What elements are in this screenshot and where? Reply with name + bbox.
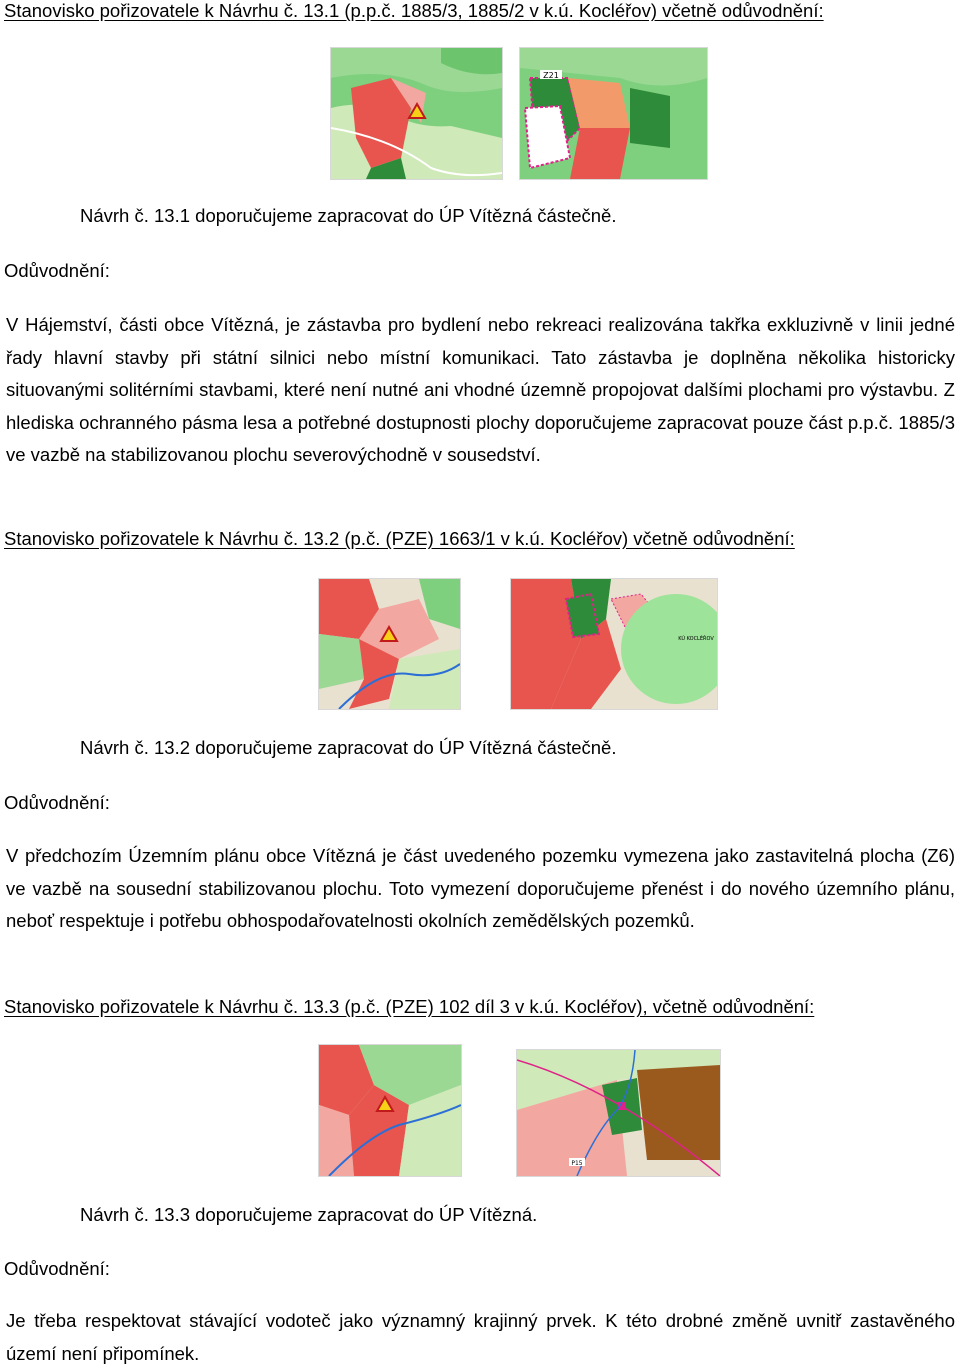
detail-map: [519, 47, 708, 180]
overview-map: [330, 47, 503, 180]
map-label: Z21: [543, 71, 559, 80]
justification-label: Odůvodnění:: [4, 1258, 110, 1279]
overview-map: [318, 578, 461, 710]
section-heading: Stanovisko pořizovatele k Návrhu č. 13.1 (p.p.č. 1885/3, 1885/2 v k.ú. Kocléřov) včetně odůvodnění:: [4, 0, 824, 21]
recommendation: Návrh č. 13.1 doporučujeme zapracovat do ÚP Vítězná částečně.: [80, 205, 617, 226]
justification-label: Odůvodnění:: [4, 792, 110, 813]
map-label: P15: [571, 1160, 583, 1167]
section-heading: Stanovisko pořizovatele k Návrhu č. 13.3 (p.č. (PZE) 102 díl 3 v k.ú. Kocléřov), včetně odůvodnění:: [4, 996, 815, 1017]
overview-map: [318, 1044, 462, 1177]
justification-label: Odůvodnění:: [4, 260, 110, 281]
detail-map: [516, 1049, 721, 1177]
justification-text: V předchozím Územním plánu obce Vítězná je část uvedeného pozemku vymezena jako zastavitelná plocha (Z6) ve vazbě na sousední stabilizovanou plochu. Toto vymezení doporučujeme přenést i do nového územního plánu, neboť respektuje i potřebu obhospodařovatelnosti okolních zemědělských pozemků.: [6, 845, 955, 931]
map-label: KÚ KOCLÉŘOV: [678, 636, 714, 642]
justification-text: Je třeba respektovat stávající vodoteč jako významný krajinný prvek. K této drobné změně uvnitř zastavěného území není připomínek.: [6, 1310, 955, 1364]
detail-map: [510, 578, 718, 710]
recommendation: Návrh č. 13.2 doporučujeme zapracovat do ÚP Vítězná částečně.: [80, 737, 617, 758]
section-heading: Stanovisko pořizovatele k Návrhu č. 13.2 (p.č. (PZE) 1663/1 v k.ú. Kocléřov) včetně odůvodnění:: [4, 528, 795, 549]
recommendation: Návrh č. 13.3 doporučujeme zapracovat do ÚP Vítězná.: [80, 1204, 538, 1225]
justification-text: V Hájemství, části obce Vítězná, je zástavba pro bydlení nebo rekreaci realizována takřka exkluzivně v linii jedné řady hlavní stavby při státní silnici nebo místní komunikaci. Tato zástavba je doplněna několika historicky situovanými solitérními stavbami, které není nutné ani vhodné územně propojovat dalšími plochami pro výstavbu. Z hlediska ochranného pásma lesa a potřebné dostupnosti plochy doporučujeme zapracovat pouze část p.p.č. 1885/3 ve vazbě na stabilizovanou plochu severovýchodně v sousedství.: [6, 314, 955, 465]
